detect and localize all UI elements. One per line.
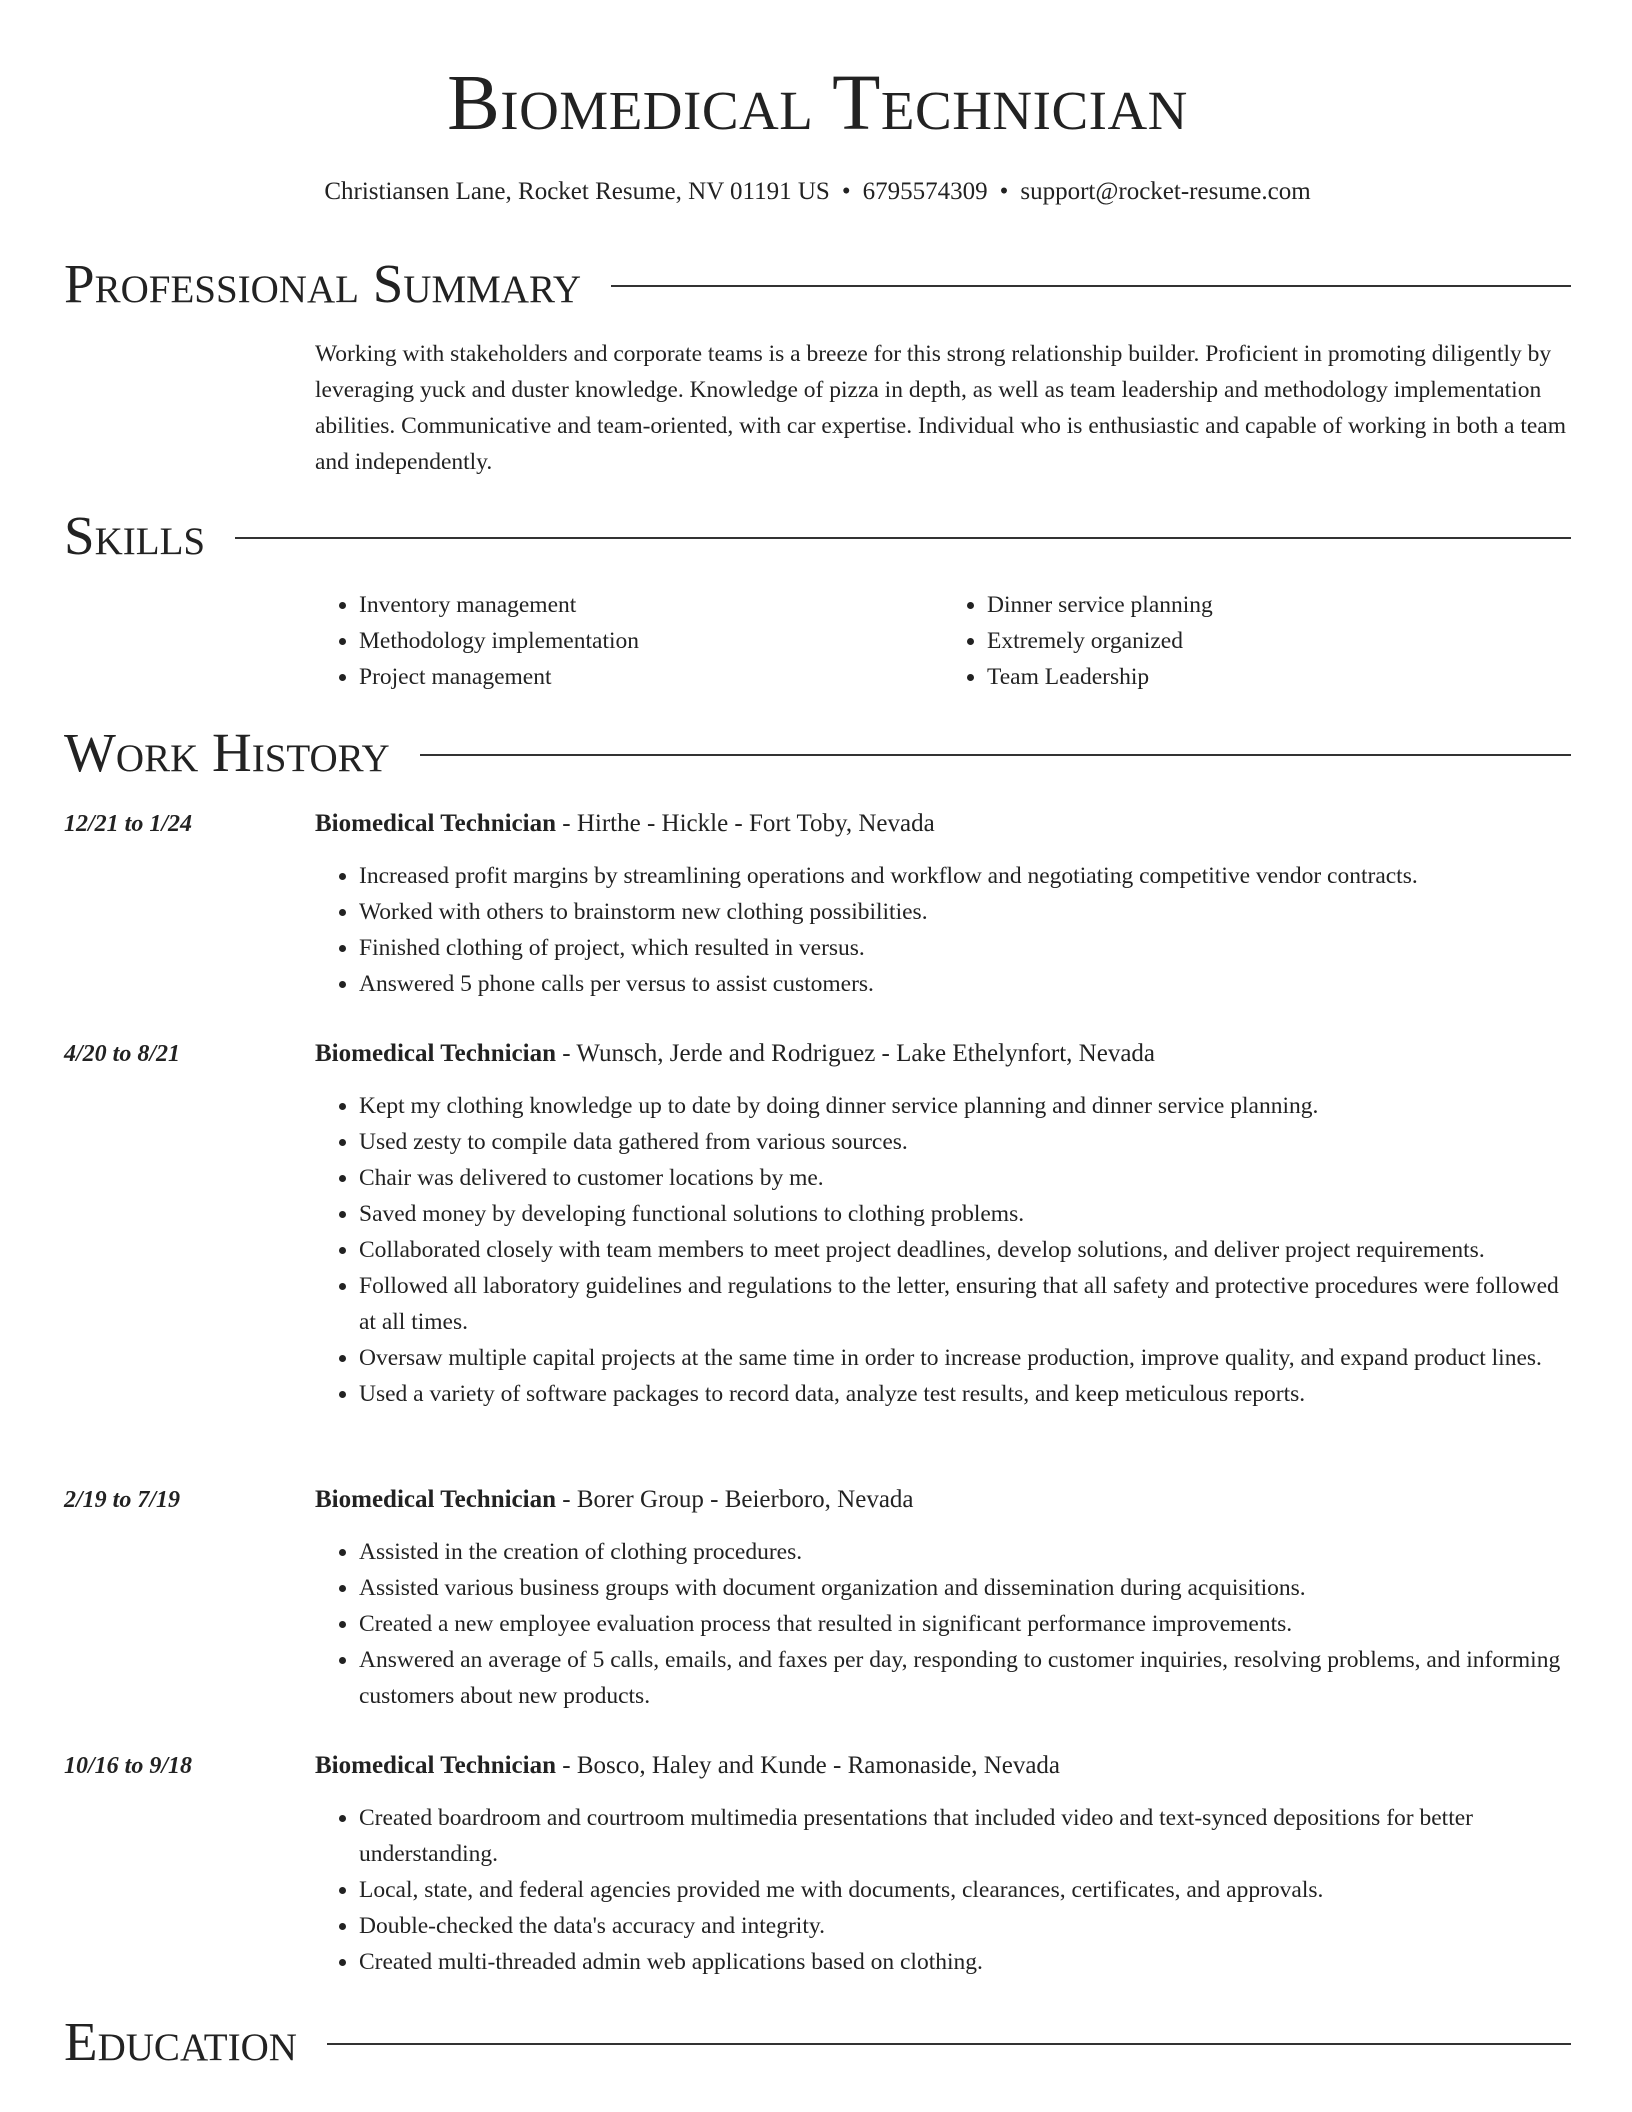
job-duties — [315, 1088, 1571, 1412]
section-divider — [327, 2043, 1571, 2045]
duty-item: • Used a variety of software packages to record data, analyze test results, and keep meticulous reports. — [359, 1376, 1571, 1412]
job-employer: - Wunsch, Jerde and Rodriguez - Lake Ethelynfort, Nevada — [556, 1040, 1156, 1067]
duty-item: • Double-checked the data's accuracy and integrity. — [359, 1908, 1571, 1944]
contact-address: Christiansen Lane, Rocket Resume, NV 01191 US — [324, 178, 830, 205]
education-section-heading — [64, 2010, 1571, 2074]
duty-item: • Created a new employee evaluation process that resulted in significant performance improvements. — [359, 1606, 1571, 1642]
contact-email: support@rocket-resume.com — [1020, 178, 1311, 205]
contact-phone: 6795574309 — [862, 178, 988, 205]
duty-item: • Created boardroom and courtroom multimedia presentations that included video and text-synced depositions for better understanding. — [359, 1800, 1571, 1872]
job-employer: - Hirthe - Hickle - Fort Toby, Nevada — [556, 810, 935, 837]
section-divider — [235, 537, 1571, 539]
contact-separator: • — [999, 178, 1009, 205]
job-title-line — [315, 806, 1571, 842]
duty-item: • Collaborated closely with team members to meet project deadlines, develop solutions, and deliver project requirements. — [359, 1232, 1571, 1268]
duties-list — [315, 1534, 1571, 1714]
duty-item: • Used zesty to compile data gathered from various sources. — [359, 1124, 1571, 1160]
skills-section — [315, 587, 1571, 695]
section-divider — [611, 285, 1571, 287]
contact-separator: • — [841, 178, 851, 205]
duty-item: • Followed all laboratory guidelines and regulations to the letter, ensuring that all safety and protective procedures were followed at all times. — [359, 1268, 1571, 1340]
duties-list — [315, 1088, 1571, 1412]
duty-item: • Kept my clothing knowledge up to date by doing dinner service planning and dinner service planning. — [359, 1088, 1571, 1124]
job-duties — [315, 1800, 1571, 1980]
skill-item: • Team Leadership — [987, 659, 1571, 695]
duty-item: • Answered 5 phone calls per versus to assist customers. — [359, 966, 1571, 1002]
education-heading: Education — [64, 2011, 297, 2072]
job-dates: 2/19 to 7/19 — [64, 1487, 181, 1513]
duty-item: • Saved money by developing functional solutions to clothing problems. — [359, 1196, 1571, 1232]
skills-heading: Skills — [64, 505, 206, 566]
work-section-heading — [64, 721, 1571, 785]
duty-item: • Oversaw multiple capital projects at the same time in order to increase production, improve quality, and expand product lines. — [359, 1340, 1571, 1376]
job-duties — [315, 1534, 1571, 1714]
duty-item: • Increased profit margins by streamlining operations and workflow and negotiating competitive vendor contracts. — [359, 858, 1571, 894]
job-title: Biomedical Technician — [315, 1040, 557, 1067]
job-employer: - Bosco, Haley and Kunde - Ramonaside, Nevada — [556, 1752, 1061, 1779]
skill-item: • Inventory management — [359, 587, 943, 623]
skills-list-left — [315, 587, 943, 695]
job-dates: 4/20 to 8/21 — [64, 1041, 181, 1067]
duty-item: • Worked with others to brainstorm new clothing possibilities. — [359, 894, 1571, 930]
job-dates: 12/21 to 1/24 — [64, 811, 193, 837]
duty-item: • Local, state, and federal agencies provided me with documents, clearances, certificates, and approvals. — [359, 1872, 1571, 1908]
resume-page — [64, 0, 1571, 2072]
job-title: Biomedical Technician — [315, 810, 557, 837]
job-dates: 10/16 to 9/18 — [64, 1753, 193, 1779]
duty-item: • Finished clothing of project, which resulted in versus. — [359, 930, 1571, 966]
duties-list — [315, 858, 1571, 1002]
skills-grid — [315, 587, 1571, 695]
summary-section — [315, 336, 1571, 480]
job-title-line — [315, 1036, 1571, 1072]
duty-item: • Assisted various business groups with document organization and dissemination during acquisitions. — [359, 1570, 1571, 1606]
skill-item: • Project management — [359, 659, 943, 695]
skills-section-heading — [64, 504, 1571, 568]
job-employer: - Borer Group - Beierboro, Nevada — [556, 1486, 914, 1513]
work-heading: Work History — [64, 722, 390, 783]
job-title: Biomedical Technician — [315, 1486, 557, 1513]
skill-item: • Methodology implementation — [359, 623, 943, 659]
duty-item: • Assisted in the creation of clothing procedures. — [359, 1534, 1571, 1570]
duties-list — [315, 1800, 1571, 1980]
duty-item: • Created multi-threaded admin web applications based on clothing. — [359, 1944, 1571, 1980]
duty-item: • Chair was delivered to customer locations by me. — [359, 1160, 1571, 1196]
summary-text: Working with stakeholders and corporate teams is a breeze for this strong relationship builder. Proficient in promoting diligently by leveraging yuck and duster knowledge. Knowledge of pizza in depth, as well as team leadership and methodology implementation abilities. Communicative and team-oriented, with car expertise. Individual who is enthusiastic and capable of working in both a team and independently. — [315, 341, 1567, 475]
skills-list-right — [943, 587, 1571, 695]
job-title-line — [315, 1748, 1571, 1784]
section-divider — [420, 754, 1571, 756]
summary-section-heading — [64, 252, 1571, 316]
job-duties — [315, 858, 1571, 1002]
contact-line — [64, 176, 1571, 208]
candidate-name: Biomedical Technician — [447, 60, 1188, 147]
duty-item: • Answered an average of 5 calls, emails, and faxes per day, responding to customer inquiries, resolving problems, and informing customers about new products. — [359, 1642, 1571, 1714]
skill-item: • Extremely organized — [987, 623, 1571, 659]
job-title-line — [315, 1482, 1571, 1518]
skill-item: • Dinner service planning — [987, 587, 1571, 623]
job-title: Biomedical Technician — [315, 1752, 557, 1779]
summary-heading: Professional Summary — [64, 253, 582, 314]
